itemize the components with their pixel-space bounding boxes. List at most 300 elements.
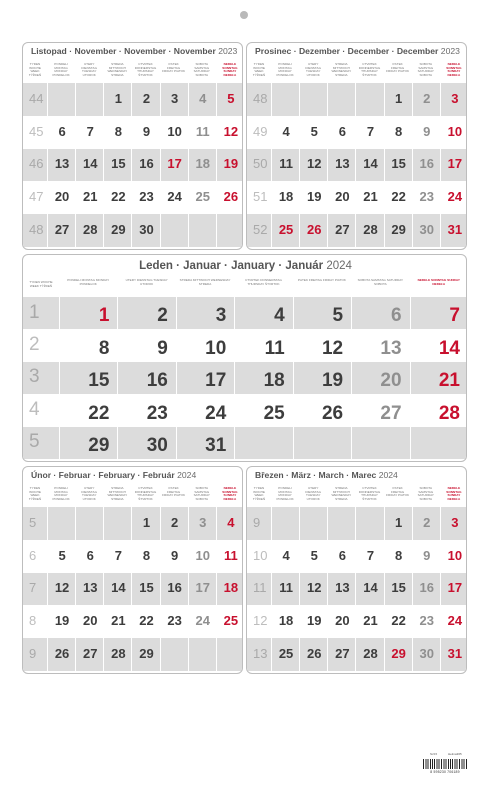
day-number: 25 [278, 646, 294, 662]
day-number: 7 [86, 123, 94, 139]
day-cell [355, 149, 383, 182]
day-cell [75, 540, 103, 573]
day-cell [355, 116, 383, 149]
day-number: 30 [419, 646, 434, 662]
product-code: N215 [430, 752, 438, 756]
day-number: 21 [363, 613, 378, 629]
weekday-header-4: PÁTEK FREITAG FRIDAY PIATOK [386, 487, 410, 498]
day-number: 4 [227, 514, 235, 530]
day-number: 23 [419, 189, 434, 205]
day-number: 19 [54, 613, 70, 629]
month-year: 2023 [218, 46, 238, 56]
day-number: 17 [205, 370, 227, 392]
day-cell [440, 83, 467, 116]
day-number: 8 [114, 123, 122, 139]
week-number-header: TÝDEN WOCHE WEEK TÝŽDEŇ [28, 63, 42, 77]
day-cell [440, 507, 467, 540]
week-number: 46 [29, 156, 44, 172]
day-cell [299, 181, 327, 214]
month-year: 2023 [440, 46, 460, 56]
week-row [23, 638, 242, 671]
day-number: 7 [366, 123, 375, 139]
weekday-header-1: ÚTERÝ DIENSTAG TUESDAY UTOROK [81, 487, 97, 501]
day-cell [59, 362, 117, 394]
week-row [23, 149, 242, 182]
day-cell [410, 427, 467, 459]
weekday-header-1: ÚTERÝ DIENSTAG TUESDAY UTOROK [125, 279, 168, 286]
week-number-header: TÝDEN WOCHE WEEK TÝŽDEŇ [252, 63, 266, 77]
month-panel-feb-2024 [22, 466, 243, 674]
week-row [247, 638, 466, 671]
week-number: 51 [253, 189, 268, 205]
barcode [423, 759, 467, 769]
week-number: 7 [29, 580, 37, 596]
day-cell [188, 573, 216, 606]
day-number: 14 [363, 580, 378, 596]
day-number: 15 [111, 156, 126, 172]
day-number: 18 [278, 613, 294, 629]
day-cell [160, 116, 188, 149]
day-number: 9 [142, 123, 151, 139]
weekday-header-0: PONDĚLÍ MONTAG MONDAY PONDELOK [67, 279, 110, 286]
day-cell [384, 149, 412, 182]
day-cell [117, 297, 175, 329]
day-cell [47, 214, 75, 247]
day-number: 29 [391, 646, 406, 662]
day-cell [299, 214, 327, 247]
barcode-number: 8 595230 706189 [430, 770, 460, 774]
day-number: 10 [167, 123, 182, 139]
day-number: 16 [146, 370, 168, 392]
day-number: 23 [139, 189, 154, 205]
day-number: 24 [167, 189, 182, 205]
day-number: 11 [279, 580, 293, 596]
day-cell [188, 149, 216, 182]
day-number: 21 [363, 189, 378, 205]
week-number: 8 [29, 613, 37, 629]
day-cell [103, 83, 131, 116]
week-number: 9 [29, 646, 37, 662]
day-cell [299, 83, 327, 116]
day-cell [216, 181, 243, 214]
weekday-header-row [23, 277, 466, 297]
day-cell [271, 540, 299, 573]
day-cell [234, 297, 292, 329]
month-name: Prosinec · Dezember · December · December [255, 46, 439, 56]
day-cell [327, 83, 355, 116]
month-title [255, 43, 460, 59]
day-cell [299, 149, 327, 182]
day-number: 8 [98, 337, 110, 359]
day-cell [160, 83, 188, 116]
weekday-header-3: ČTVRTEK DONNERSTAG THURSDAY ŠTVRTOK [358, 487, 381, 501]
day-number: 26 [306, 646, 322, 662]
month-year: 2024 [177, 470, 197, 480]
day-cell [384, 507, 412, 540]
week-row [247, 116, 466, 149]
day-cell [271, 638, 299, 671]
day-cell [188, 214, 216, 247]
day-cell [131, 540, 159, 573]
day-number: 29 [391, 222, 406, 238]
day-cell [75, 116, 103, 149]
day-cell [271, 149, 299, 182]
day-number: 16 [419, 156, 434, 172]
day-number: 4 [199, 90, 207, 106]
day-cell [59, 427, 117, 459]
weekday-header-1: ÚTERÝ DIENSTAG TUESDAY UTOROK [305, 487, 321, 501]
day-cell [75, 507, 103, 540]
weekday-header-0: PONDĚLÍ MONTAG MONDAY PONDELOK [52, 63, 70, 77]
weekday-header-2: STŘEDA MITTWOCH WEDNESDAY STREDA [331, 63, 352, 77]
weekday-header-5: SOBOTA SAMSTAG SATURDAY SOBOTA [417, 63, 434, 77]
day-cell [299, 507, 327, 540]
week-row [23, 605, 242, 638]
day-number: 3 [199, 514, 207, 530]
day-cell [188, 540, 216, 573]
day-cell [131, 573, 159, 606]
day-cell [440, 181, 467, 214]
day-cell [271, 181, 299, 214]
day-number: 3 [451, 514, 459, 530]
day-cell [355, 181, 383, 214]
day-number: 10 [195, 547, 210, 563]
weekday-header-row [247, 483, 466, 503]
day-number: 19 [321, 370, 344, 392]
day-cell [412, 507, 440, 540]
day-number: 22 [391, 613, 406, 629]
weekday-header-2: STŘEDA MITTWOCH WEDNESDAY STREDA [107, 63, 128, 77]
week-number: 52 [253, 222, 268, 238]
week-row [247, 214, 466, 247]
day-number: 23 [146, 402, 168, 424]
week-number: 47 [29, 189, 44, 205]
weekday-header-3: ČTVRTEK DONNERSTAG THURSDAY ŠTVRTOK [358, 63, 381, 77]
day-number: 11 [195, 123, 210, 139]
day-number: 18 [263, 370, 285, 392]
day-cell [75, 214, 103, 247]
week-number: 49 [253, 123, 268, 139]
week-row [23, 540, 242, 573]
day-number: 30 [139, 222, 154, 238]
month-panel-dec-2023 [246, 42, 467, 250]
day-cell [160, 181, 188, 214]
day-cell [327, 540, 355, 573]
day-number: 28 [363, 222, 378, 238]
weekday-header-6: NEDĚLE SONNTAG SUNDAY NEDEĽA [222, 63, 238, 77]
weekday-header-4: PÁTEK FREITAG FRIDAY PIATOK [386, 63, 410, 74]
day-number: 8 [142, 547, 151, 563]
day-number: 22 [391, 189, 406, 205]
day-number: 5 [227, 90, 235, 106]
day-cell [412, 149, 440, 182]
day-cell [299, 605, 327, 638]
day-number: 6 [58, 123, 66, 139]
day-cell [351, 362, 409, 394]
day-cell [47, 638, 75, 671]
day-cell [355, 638, 383, 671]
month-title [23, 255, 467, 277]
day-cell [160, 540, 188, 573]
day-number: 27 [82, 646, 98, 662]
day-cell [216, 573, 243, 606]
day-cell [59, 394, 117, 426]
day-cell [176, 427, 234, 459]
day-cell [271, 573, 299, 606]
weekday-header-0: PONDĚLÍ MONTAG MONDAY PONDELOK [276, 487, 294, 501]
day-cell [410, 394, 467, 426]
day-number: 15 [391, 156, 406, 172]
day-number: 12 [223, 123, 239, 139]
day-cell [271, 116, 299, 149]
day-cell [293, 427, 351, 459]
day-cell [327, 507, 355, 540]
day-cell [351, 329, 409, 361]
day-cell [271, 605, 299, 638]
day-number: 14 [438, 337, 460, 359]
weekday-header-row [247, 59, 466, 79]
week-number: 45 [29, 123, 44, 139]
day-cell [216, 149, 243, 182]
month-name: Leden · Januar · January · Január [139, 260, 324, 272]
day-cell [216, 83, 243, 116]
week-number: 3 [29, 366, 40, 388]
weekday-header-row [23, 59, 242, 79]
week-row [23, 181, 242, 214]
day-number: 2 [423, 514, 431, 530]
day-cell [188, 83, 216, 116]
weekday-header-3: ČTVRTEK DONNERSTAG THURSDAY ŠTVRTOK [134, 63, 157, 77]
day-cell [216, 638, 243, 671]
day-cell [293, 297, 351, 329]
day-cell [131, 605, 159, 638]
day-cell [47, 149, 75, 182]
day-cell [384, 214, 412, 247]
day-number: 1 [395, 90, 403, 106]
month-title [255, 467, 460, 483]
weekday-header-6: NEDĚLE SONNTAG SUNDAY NEDEĽA [446, 487, 462, 501]
day-cell [412, 638, 440, 671]
week-number: 4 [29, 398, 40, 420]
day-number: 16 [167, 580, 182, 596]
day-number: 9 [423, 123, 431, 139]
weekday-header-1: ÚTERÝ DIENSTAG TUESDAY UTOROK [81, 63, 97, 77]
day-number: 26 [54, 646, 70, 662]
month-year: 2024 [326, 260, 352, 272]
day-number: 13 [82, 580, 98, 596]
day-cell [160, 214, 188, 247]
day-number: 7 [366, 547, 375, 563]
week-row [247, 181, 466, 214]
day-cell [355, 83, 383, 116]
day-cell [384, 573, 412, 606]
day-cell [299, 540, 327, 573]
day-cell [47, 507, 75, 540]
month-title [31, 467, 236, 483]
day-cell [351, 394, 409, 426]
weekday-header-4: PÁTEK FREITAG FRIDAY PIATOK [162, 63, 186, 74]
week-number: 12 [253, 613, 268, 629]
week-number: 48 [253, 90, 268, 106]
day-number: 7 [449, 305, 460, 327]
day-cell [103, 638, 131, 671]
weekday-header-5: SOBOTA SAMSTAG SATURDAY SOBOTA [193, 487, 210, 501]
day-number: 13 [335, 156, 350, 172]
day-cell [234, 329, 292, 361]
day-number: 24 [447, 613, 463, 629]
day-cell [410, 362, 467, 394]
day-cell [412, 181, 440, 214]
day-number: 17 [195, 580, 210, 596]
day-number: 2 [423, 90, 431, 106]
day-number: 11 [279, 156, 293, 172]
day-number: 26 [223, 189, 239, 205]
day-number: 13 [54, 156, 70, 172]
day-cell [131, 181, 159, 214]
day-cell [234, 394, 292, 426]
day-number: 20 [335, 189, 350, 205]
day-cell [103, 540, 131, 573]
week-row [247, 540, 466, 573]
weekday-header-6: NEDĚLE SONNTAG SUNDAY NEDEĽA [446, 63, 462, 77]
day-number: 28 [111, 646, 126, 662]
day-number: 26 [321, 402, 344, 424]
week-number: 5 [29, 431, 40, 453]
day-number: 17 [167, 156, 182, 172]
month-title [31, 43, 236, 59]
weekday-header-2: STŘEDA MITTWOCH WEDNESDAY STREDA [331, 487, 352, 501]
day-cell [412, 116, 440, 149]
day-cell [176, 297, 234, 329]
day-cell [188, 638, 216, 671]
day-number: 14 [363, 156, 378, 172]
day-number: 1 [395, 514, 403, 530]
day-cell [59, 329, 117, 361]
day-cell [440, 638, 467, 671]
day-number: 4 [274, 305, 285, 327]
day-cell [327, 149, 355, 182]
week-number: 44 [29, 90, 44, 106]
day-number: 4 [282, 123, 290, 139]
day-cell [216, 605, 243, 638]
day-cell [216, 116, 243, 149]
day-cell [131, 83, 159, 116]
week-row [23, 573, 242, 606]
day-cell [440, 573, 467, 606]
week-number-header: TÝDEN WOCHE WEEK TÝŽDEŇ [29, 281, 53, 288]
week-number: 48 [29, 222, 44, 238]
day-cell [160, 605, 188, 638]
day-cell [384, 540, 412, 573]
day-cell [355, 605, 383, 638]
day-number: 25 [223, 613, 239, 629]
day-cell [75, 83, 103, 116]
day-number: 12 [306, 156, 322, 172]
day-cell [160, 638, 188, 671]
day-cell [299, 638, 327, 671]
day-number: 1 [142, 514, 151, 530]
day-number: 3 [215, 305, 227, 327]
weekday-header-1: ÚTERÝ DIENSTAG TUESDAY UTOROK [305, 63, 321, 77]
day-number: 27 [335, 646, 350, 662]
day-cell [327, 214, 355, 247]
day-cell [351, 427, 409, 459]
day-cell [412, 540, 440, 573]
day-cell [131, 116, 159, 149]
week-number: 11 [253, 580, 267, 596]
week-number: 6 [29, 547, 37, 563]
day-number: 2 [142, 90, 151, 106]
week-number-header: TÝDEN WOCHE WEEK TÝŽDEŇ [252, 487, 266, 501]
day-cell [117, 329, 175, 361]
day-number: 10 [205, 337, 227, 359]
weekday-header-6: NEDĚLE SONNTAG SUNDAY NEDEĽA [417, 279, 460, 286]
month-panel-mar-2024 [246, 466, 467, 674]
day-number: 15 [391, 580, 406, 596]
day-number: 27 [380, 402, 402, 424]
month-name: Únor · Februar · February · Február [31, 470, 175, 480]
day-number: 6 [338, 123, 346, 139]
week-number: 9 [253, 514, 261, 530]
day-number: 12 [321, 337, 344, 359]
week-row [247, 507, 466, 540]
weekday-header-0: PONDĚLÍ MONTAG MONDAY PONDELOK [276, 63, 294, 77]
day-number: 22 [139, 613, 154, 629]
day-cell [75, 573, 103, 606]
week-row [23, 329, 466, 361]
day-number: 31 [447, 646, 463, 662]
day-cell [103, 573, 131, 606]
week-number-header: TÝDEN WOCHE WEEK TÝŽDEŇ [28, 487, 42, 501]
week-row [23, 394, 466, 426]
day-number: 11 [264, 337, 285, 359]
day-cell [327, 181, 355, 214]
day-cell [351, 297, 409, 329]
day-number: 17 [447, 580, 463, 596]
day-cell [47, 540, 75, 573]
day-cell [47, 83, 75, 116]
weekday-header-3: ČTVRTEK DONNERSTAG THURSDAY ŠTVRTOK [134, 487, 157, 501]
day-cell [271, 214, 299, 247]
day-number: 5 [58, 547, 66, 563]
day-number: 24 [195, 613, 210, 629]
day-cell [299, 573, 327, 606]
day-number: 10 [447, 123, 463, 139]
weekday-header-4: PÁTEK FREITAG FRIDAY PIATOK [297, 279, 346, 282]
day-number: 12 [306, 580, 322, 596]
day-number: 30 [146, 434, 168, 456]
day-cell [327, 116, 355, 149]
hanging-hole [240, 11, 248, 19]
week-row [247, 149, 466, 182]
day-number: 14 [82, 156, 98, 172]
day-number: 3 [451, 90, 459, 106]
week-row [23, 214, 242, 247]
day-cell [47, 605, 75, 638]
weekday-header-5: SOBOTA SAMSTAG SATURDAY SOBOTA [417, 487, 434, 501]
day-number: 5 [310, 123, 318, 139]
day-cell [234, 362, 292, 394]
day-cell [59, 297, 117, 329]
month-panel-jan-2024 [22, 254, 467, 462]
day-number: 19 [306, 189, 322, 205]
week-row [23, 83, 242, 116]
day-number: 19 [223, 156, 239, 172]
day-cell [188, 116, 216, 149]
day-cell [131, 507, 159, 540]
day-cell [412, 83, 440, 116]
day-cell [176, 329, 234, 361]
